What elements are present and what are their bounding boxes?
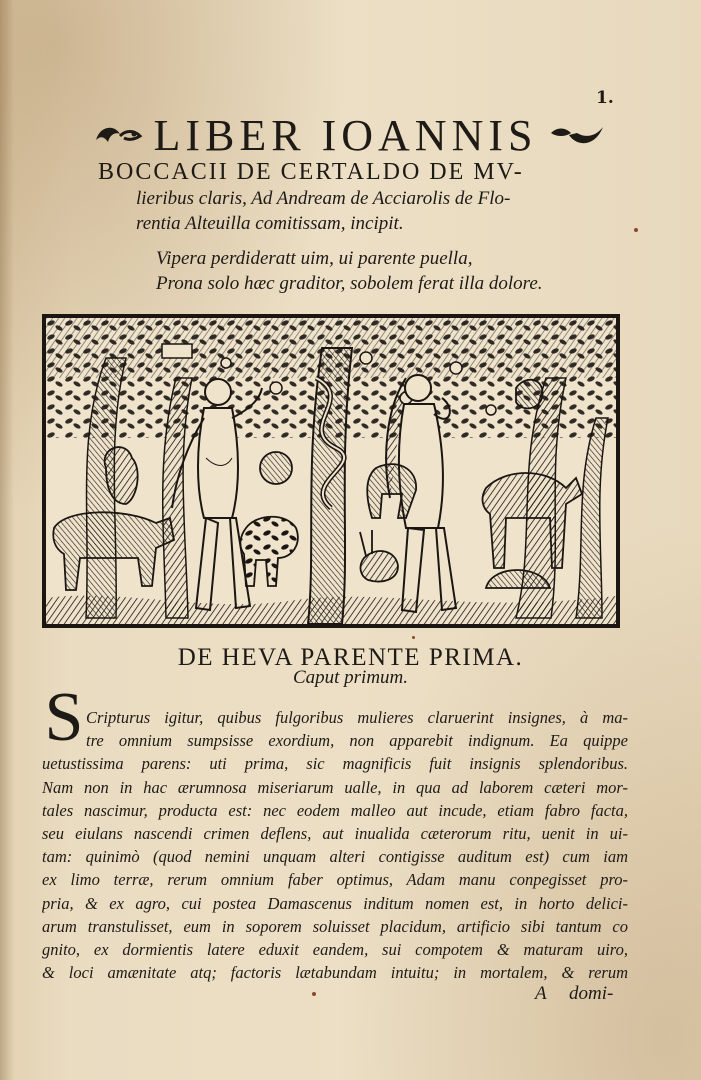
body-line: gnito, ex dormientis latere eduxit eandem, sui compotem & maturam uiro, [42,940,628,960]
book-title: LIBER IOANNIS [153,111,538,160]
body-line: & loci amænitate atq; factoris lætabundam intuitu; in mortalem, & rerum [42,963,628,983]
catchword: A domi- [535,983,614,1004]
verse-line-1: Vipera perdideratt uim, ui parente puella, [156,248,473,269]
body-line: seu eiulans nascendi crimen deflens, aut inualida cæterorum ritu, uenit in ui- [42,824,628,844]
paper-stain [312,992,316,996]
subtitle-line-2: lieribus claris, Ad Andream de Acciarolis de Flo- [136,188,511,209]
chapter-subtitle: Caput primum. [292,667,409,688]
paper-stain [412,636,415,639]
subtitle-line-1: BOCCACII DE CERTALDO DE MV- [98,159,524,185]
subtitle-block [98,158,628,236]
title-row [0,112,701,160]
body-line: tam: quinimò (quod nemini unquam alteri contigisse auditum est) cum iam [42,847,628,867]
verse-line-2: Prona solo hæc graditor, sobolem ferat illa dolore. [156,273,543,294]
adam-and-eve-woodcut [42,314,620,628]
body-line: arum transtulisset, eum in soporem soluisset placidum, artificio sibi tantum co [42,916,628,936]
page-gutter-shadow [0,0,14,1080]
body-line: tre omnium sumpsisse exordium, non apparebit indignum. Ea quippe [86,731,628,751]
body-line: tales nascimur, producta est: nec eodem malleo aut incude, etiam fabro facta, [42,800,628,820]
subtitle-line-3: rentia Alteuilla comitissam, incipit. [136,213,404,234]
chapter-title: DE HEVA PARENTE PRIMA. [177,644,524,671]
body-line: uetustissima parens: uti prima, sic magnificis fuit insignis splendoribus. [42,754,628,774]
body-line: Nam non in hac ærumnosa miseriarum ualle, in qua ad laborem cæteri mor- [42,777,628,797]
body-line: pria, & ex agro, cui postea Damascenus inditum nomen est, in horto delici- [42,893,628,913]
body-text [42,706,628,984]
paper-stain [634,228,638,232]
body-line: Cripturus igitur, quibus fulgoribus mulieres claruerint insignes, à ma- [86,708,628,727]
leaf-ornament-left-icon [94,122,144,150]
drop-cap: S [44,679,84,756]
folio-number: 1. [596,88,614,108]
epigram-verse [156,246,586,296]
body-line: ex limo terræ, rerum omnium faber optimus, Adam manu conpegisset pro- [42,870,628,890]
leaf-ornament-right-icon [547,121,607,151]
